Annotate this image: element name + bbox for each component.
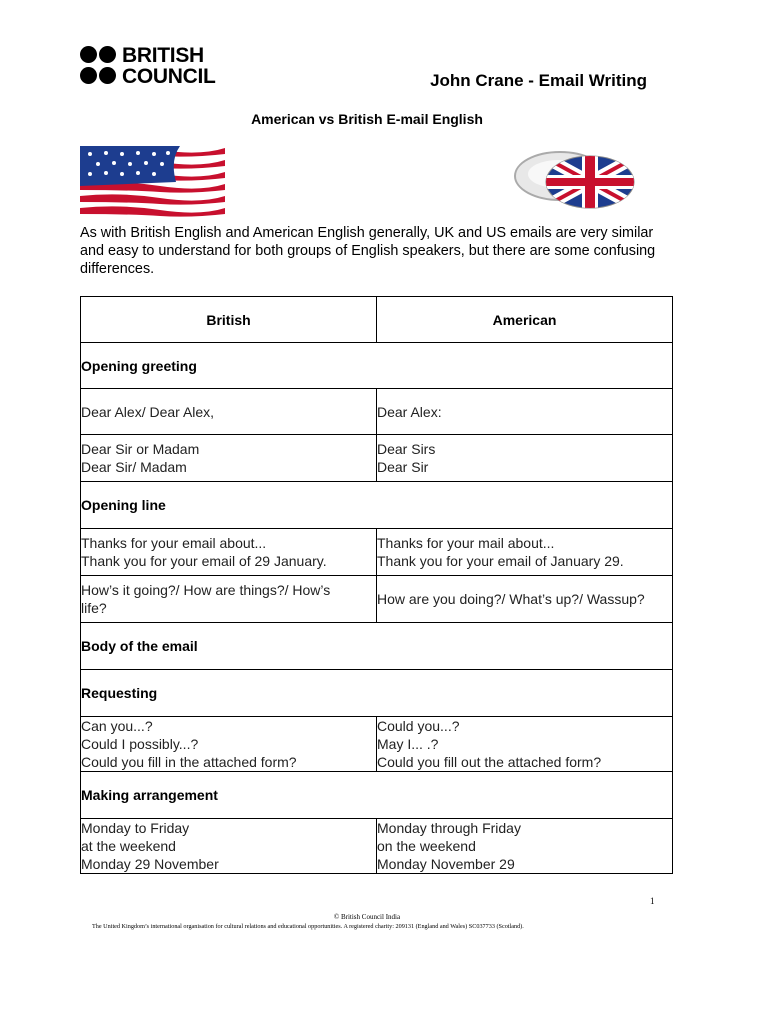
british-cell: [81, 435, 377, 482]
section-body-of-email: Body of the email: [81, 623, 673, 670]
british-council-logo: [80, 46, 220, 88]
table-row: [81, 819, 673, 874]
cell-line: May I... .?: [377, 736, 439, 752]
cell-line: life?: [81, 600, 107, 616]
table-row: [81, 529, 673, 576]
footer-copyright: © British Council India: [333, 913, 401, 921]
document-title: American vs British E-mail English: [251, 111, 483, 127]
intro-paragraph: As with British English and American English generally, UK and US emails are very similar and easy to understand for both groups of English speakers, but there are some confusing differences.: [80, 225, 656, 277]
section-row: [81, 772, 673, 819]
table-row: [81, 389, 673, 435]
column-header-british: British: [81, 297, 377, 343]
section-row: [81, 623, 673, 670]
us-flag-image: [80, 146, 225, 220]
cell-line: Dear Alex/ Dear Alex,: [81, 403, 215, 420]
page-number: 1: [650, 896, 655, 906]
american-cell: [377, 576, 673, 623]
british-cell: [81, 529, 377, 576]
cell-line: Monday to Friday: [81, 820, 190, 836]
cell-line: on the weekend: [377, 838, 476, 854]
cell-line: Thank you for your email of January 29.: [377, 553, 624, 569]
logo-dots-icon: [80, 46, 118, 86]
section-opening-line: Opening line: [81, 482, 673, 529]
section-row: [81, 482, 673, 529]
american-cell: [377, 717, 673, 772]
british-cell: [81, 389, 377, 435]
cell-line: Monday through Friday: [377, 820, 521, 836]
cell-line: Dear Sir/ Madam: [81, 459, 187, 475]
logo-line-2: COUNCIL: [122, 65, 216, 88]
cell-line: Could you fill out the attached form?: [377, 754, 602, 770]
cell-line: at the weekend: [81, 838, 176, 854]
header-title: John Crane - Email Writing: [430, 71, 647, 90]
table-row: [81, 717, 673, 772]
cell-line: Dear Alex:: [377, 403, 442, 420]
cell-line: Dear Sir: [377, 459, 429, 475]
section-row: [81, 670, 673, 717]
cell-line: Could you...?: [377, 718, 460, 734]
footer-charity-note: The United Kingdom’s international organisation for cultural relations and educational opportunities. A registered charity: 209131 (England and Wales) SC037733 (Scotland).: [92, 923, 524, 930]
american-cell: [377, 529, 673, 576]
table-header-row: [81, 297, 673, 343]
logo-line-1: BRITISH: [122, 44, 204, 67]
table-row: [81, 576, 673, 623]
section-requesting: Requesting: [81, 670, 673, 717]
section-opening-greeting: Opening greeting: [81, 343, 673, 389]
cell-line: How’s it going?/ How are things?/ How’s: [81, 582, 331, 598]
cell-line: Thanks for your email about...: [81, 535, 267, 551]
british-cell: [81, 717, 377, 772]
american-cell: [377, 389, 673, 435]
section-row: [81, 343, 673, 389]
cell-line: Thanks for your mail about...: [377, 535, 555, 551]
table-row: [81, 435, 673, 482]
cell-line: Thank you for your email of 29 January.: [81, 553, 327, 569]
cell-line: Monday 29 November: [81, 856, 219, 872]
american-cell: [377, 435, 673, 482]
column-header-american: American: [377, 297, 673, 343]
cell-line: Could I possibly...?: [81, 736, 199, 752]
cell-line: Can you...?: [81, 718, 153, 734]
section-making-arrangement: Making arrangement: [81, 772, 673, 819]
uk-flag-badge-image: [512, 146, 647, 212]
cell-line: Dear Sirs: [377, 441, 436, 457]
american-cell: [377, 819, 673, 874]
cell-line: Dear Sir or Madam: [81, 441, 200, 457]
british-cell: [81, 819, 377, 874]
cell-line: Could you fill in the attached form?: [81, 754, 297, 770]
cell-line: Monday November 29: [377, 856, 515, 872]
comparison-table: [80, 296, 673, 874]
british-cell: [81, 576, 377, 623]
logo-text: [122, 45, 216, 87]
cell-line: How are you doing?/ What’s up?/ Wassup?: [377, 591, 645, 607]
